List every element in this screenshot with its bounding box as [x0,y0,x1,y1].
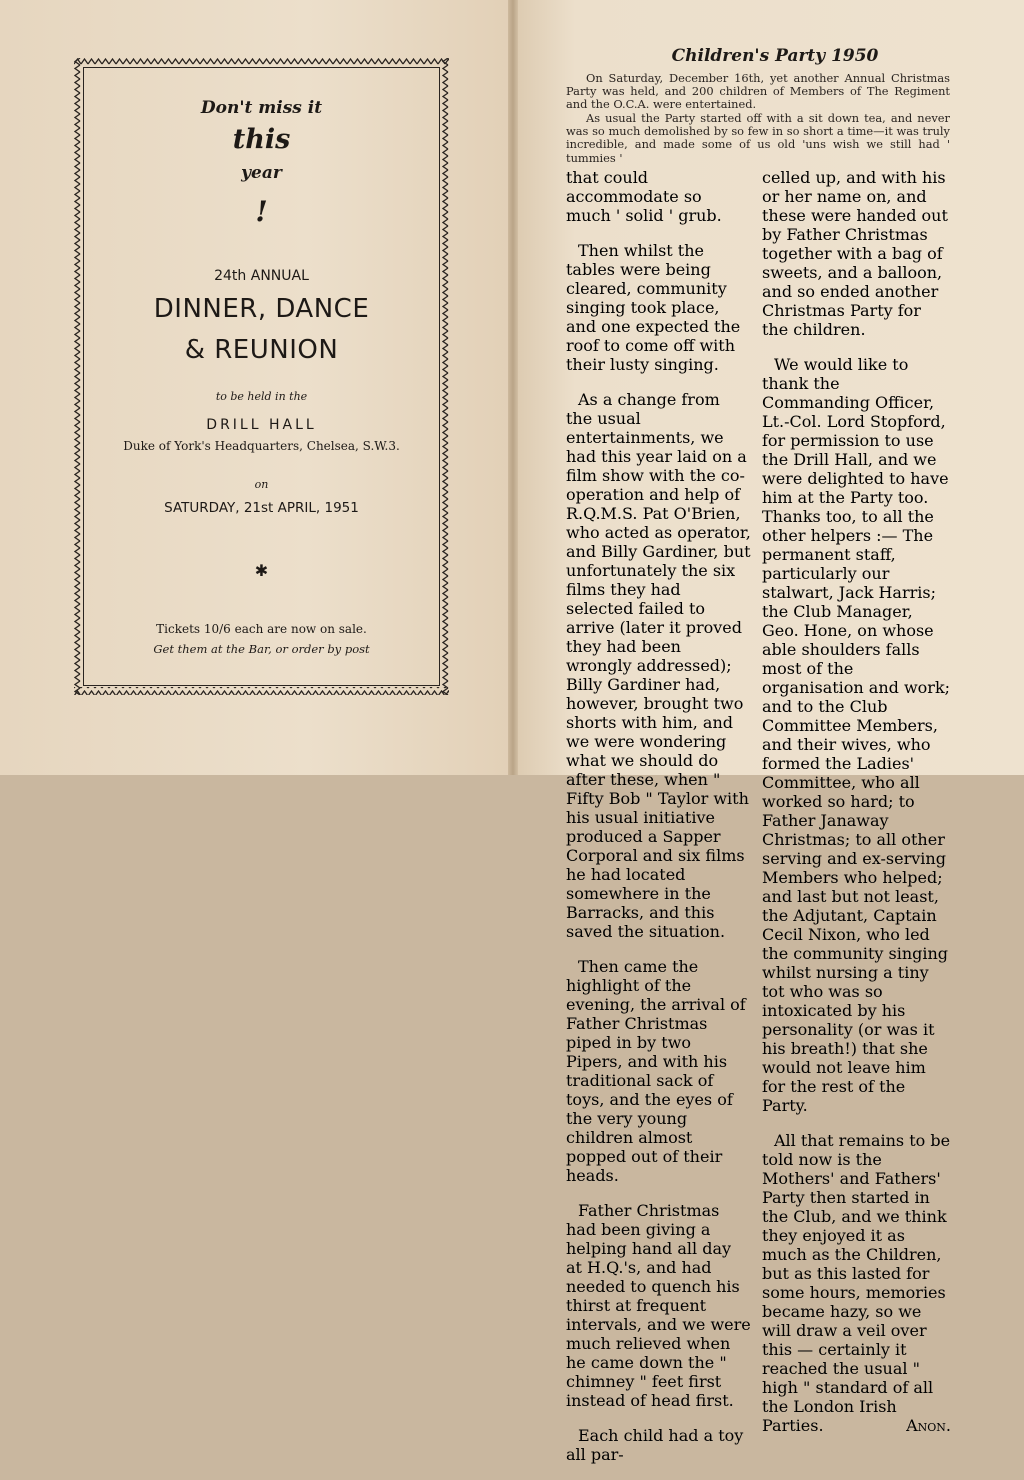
venue-name: DRILL HALL [206,417,317,433]
held-in-text: to be held in the [215,390,308,403]
dont-miss-text: Don't miss it [200,98,323,118]
article-paragraph: We would like to thank the Commanding Officer, Lt.-Col. Lord Stopford, for permission to use the Drill Hall, and we were delighted to have him at the Party too. Thanks too, to all the other helpers :— The permanent staff, particularly our stalwart, Jack Harris; the Club Manager, Geo. Hone, on whose able shoulders falls most of the organisation and work; and to the Club Committee Members, and their wives, who formed the Ladies' Committee, who all worked so hard; to Father Janaway Christmas; to all other serving and ex-serving Members who helped; and last but not least, the Adjutant, Captain Cecil Nixon, who led the community singing whilst nursing a tiny tot who was so intoxicated by his personality (or was it his breath!) that she would not leave him for the rest of the Party. [762,355,951,1115]
article-column-right [762,152,951,1451]
event-notice [74,58,449,695]
article-paragraph-text: All that remains to be told now is the Mothers' and Fathers' Party then started in the Club, and we think they enjoyed it as much as the Children, but as this lasted for some hours, memories became hazy, so we will draw a veil over this — certainly it reached the usual " high " standard of all the London Irish Parties. [762,1131,951,1435]
exclamation-mark: ! [255,195,268,228]
order-info: Get them at the Bar, or order by post [153,642,370,656]
article-paragraph: that could accommodate so much ' solid ' grub. [566,168,722,225]
article-column-left [566,152,751,1480]
tickets-text: Tickets 10/6 each are now on sale. [156,622,367,636]
article-paragraph: Then whilst the tables were being cleared, community singing took place, and one expected the roof to come off with their lusty singing. [566,241,741,374]
event-date: SATURDAY, 21st APRIL, 1951 [164,500,359,516]
article-paragraph [762,1131,951,1435]
article-paragraph: Then came the highlight of the evening, the arrival of Father Christmas piped in by two Pipers, and with his traditional sack of toys, and the eyes of the very young children almost popped out of their heads. [566,957,746,1185]
this-text: this [232,124,291,155]
page-gutter [508,0,518,775]
annual-label: 24th ANNUAL [214,268,309,284]
venue-address: Duke of York's Headquarters, Chelsea, S.W.3. [123,439,400,453]
article-paragraph: As a change from the usual entertainments, we had this year laid on a film show with the co-operation and help of R.Q.M.S. Pat O'Brien, who acted as operator, and Billy Gardiner, but unfortunately the six films they had selected failed to arrive (later it proved they had been wrongly addressed); Billy Gardiner had, however, brought two shorts with him, and we were wondering what we should do after these, when " Fifty Bob " Taylor with his usual initiative produced a Sapper Corporal and six films he had located somewhere in the Barracks, and this saved the situation. [566,390,751,941]
article-paragraph: celled up, and with his or her name on, and these were handed out by Father Christmas together with a bag of sweets, and a balloon, and so ended another Christmas Party for the children. [762,168,948,339]
on-text: on [254,478,269,491]
article-intro-paragraph-2: As usual the Party started off with a sit down tea, and never was so much demolished by so few in so short a time—it was truly incredible, and made some of us old 'uns wish we still had ' tummies ' [566,111,950,165]
event-title-line1: DINNER, DANCE [153,294,370,324]
year-text: year [241,163,282,183]
star-ornament-icon: ✱ [254,561,269,580]
article-paragraph: Each child had a toy all par- [566,1426,744,1464]
event-title-line2: & REUNION [184,335,339,365]
article-paragraph: Father Christmas had been giving a helping hand all day at H.Q.'s, and had needed to quench his thirst at frequent intervals, and we were much relieved when he came down the " chimney " feet first instead of head first. [566,1201,751,1410]
article-heading: Children's Party 1950 [671,46,879,66]
article-signature: Anon. [906,1416,951,1435]
article-intro-paragraph-1: On Saturday, December 16th, yet another Annual Christmas Party was held, and 200 children of Members of The Regiment and the O.C.A. were entertained. [566,71,950,112]
